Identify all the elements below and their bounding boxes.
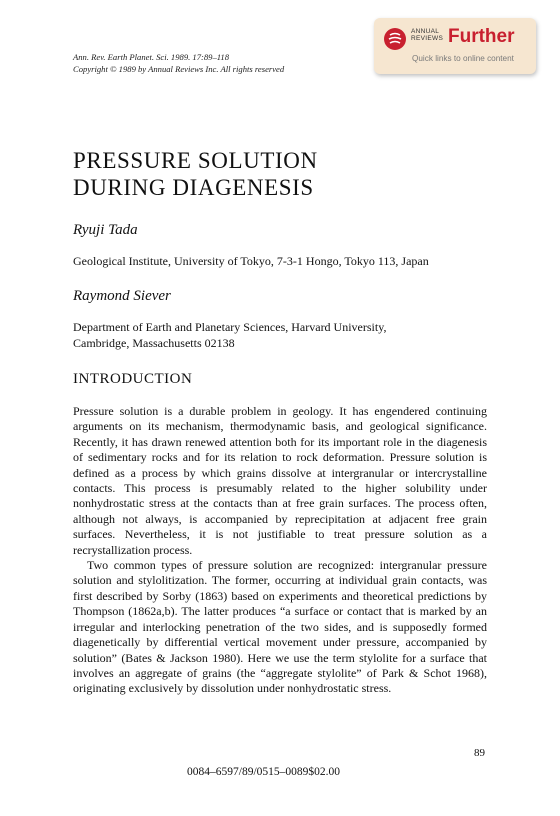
affiliation-line: Department of Earth and Planetary Sciences, Harvard University, bbox=[73, 320, 387, 334]
article-body bbox=[73, 404, 487, 697]
title-line-2: DURING DIAGENESIS bbox=[73, 175, 314, 200]
further-banner-link[interactable] bbox=[374, 18, 536, 74]
affiliation-line: Geological Institute, University of Tokyo, 7-3-1 Hongo, Tokyo 113, Japan bbox=[73, 254, 429, 268]
citation-line-2: Copyright © 1989 by Annual Reviews Inc. All rights reserved bbox=[73, 64, 285, 74]
brand-line-1: ANNUAL bbox=[411, 28, 440, 35]
brand-further: Further bbox=[448, 26, 515, 47]
body-paragraph: Pressure solution is a durable problem in geology. It has engendered continuing arguments on its mechanism, thermodynamic basis, and geological significance. Recently, it has drawn renewed attention both for its important role in the diagenesis of sedimentary rocks and for its relation to rock deformation. Pressure solution is defined as a process by which grains dissolve at intergranular or intercrystalline contacts. This process is presumably related to the higher solubility under nonhydrostatic stress at the contacts than at free grain surfaces. The process often, although not always, is accompanied by reprecipitation at adjacent free grain surfaces. Nevertheless, it is not justifiable to treat pressure solution as a recrystallization process. bbox=[73, 404, 487, 557]
journal-citation bbox=[73, 51, 284, 75]
author-name: Ryuji Tada bbox=[73, 222, 138, 238]
title-line-1: PRESSURE SOLUTION bbox=[73, 148, 318, 173]
brand-name bbox=[411, 28, 443, 42]
citation-line-1: Ann. Rev. Earth Planet. Sci. 1989. 17:89–118 bbox=[73, 52, 230, 62]
author-name: Raymond Siever bbox=[73, 288, 171, 304]
article-code: 0084–6597/89/0515–0089$02.00 bbox=[187, 766, 341, 778]
banner-tagline: Quick links to online content bbox=[412, 54, 514, 63]
body-paragraph: Two common types of pressure solution are recognized: intergranular pressure solution and stylolitization. The former, occurring at individual grain contacts, was first described by Sorby (1863) based on experiments and theoretical predictions by Thompson (1862a,b). The latter produces “a surface or contact that is marked by an irregular and interlocking penetration of the two sides, and is supposedly formed diagenetically by differential vertical movement under pressure, accompanied by solution” (Bates & Jackson 1980). Here we use the term stylolite for a surface that involves an aggregate of grains (the “aggregate stylolite” of Park & Schot 1968), originating exclusively by dissolution under nonhydrostatic stress. bbox=[73, 558, 487, 696]
author-affiliation bbox=[73, 253, 429, 269]
article-title bbox=[73, 147, 318, 201]
author-affiliation bbox=[73, 319, 386, 351]
affiliation-line: Cambridge, Massachusetts 02138 bbox=[73, 336, 235, 350]
section-heading: INTRODUCTION bbox=[73, 371, 193, 387]
brand-line-2: REVIEWS bbox=[411, 35, 444, 42]
annual-reviews-logo-icon bbox=[384, 28, 406, 50]
page-number: 89 bbox=[474, 747, 485, 759]
